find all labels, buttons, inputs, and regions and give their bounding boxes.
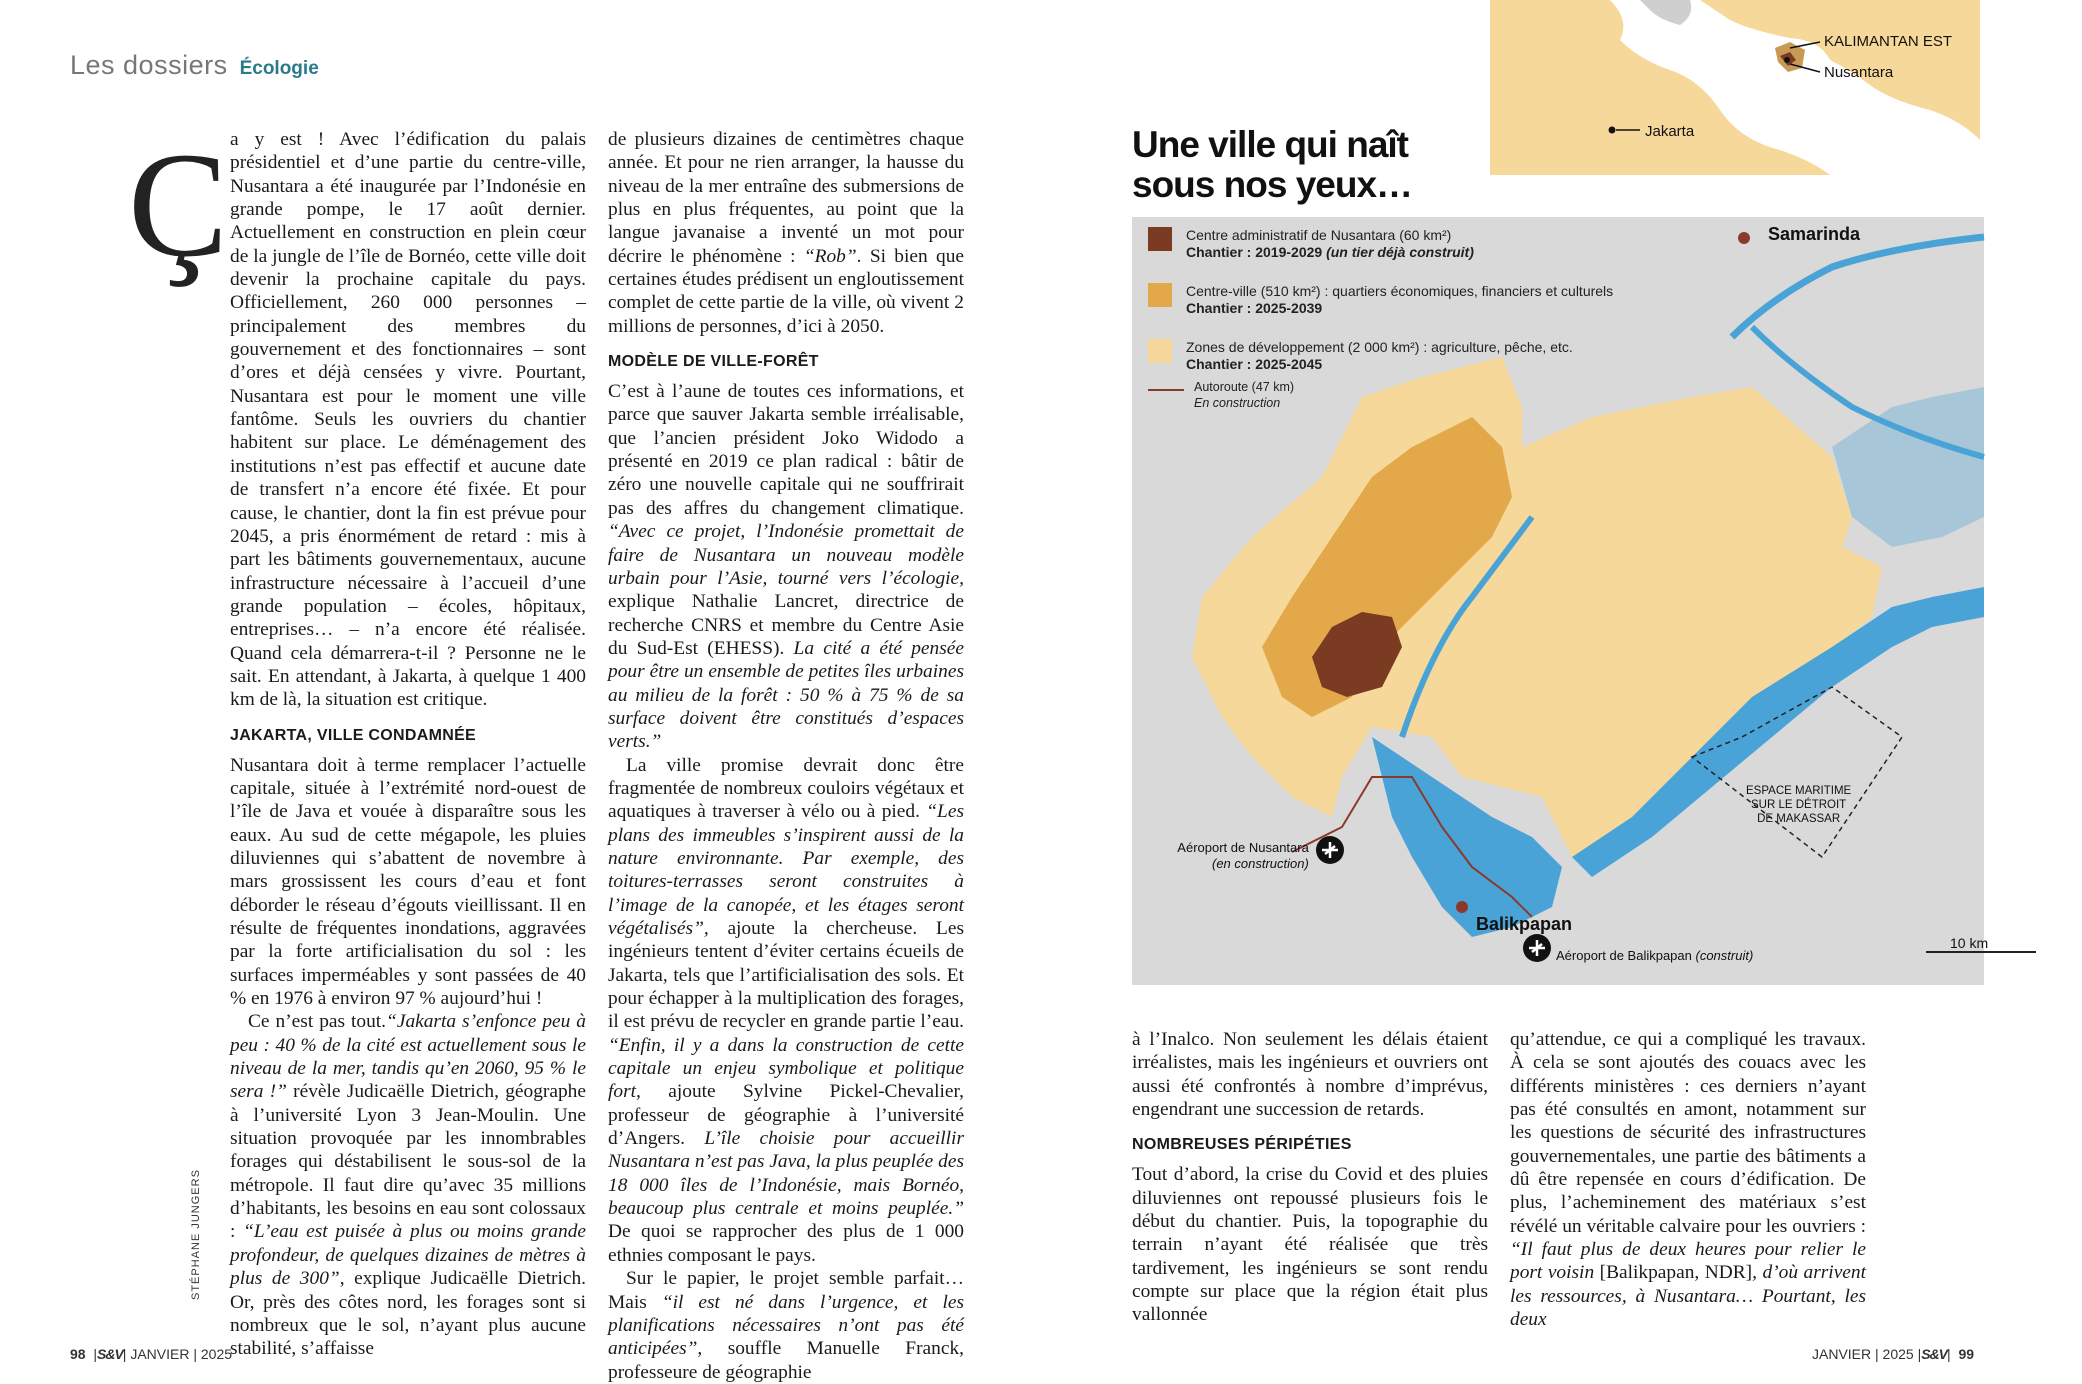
inset-label-nusantara: Nusantara xyxy=(1824,64,1894,81)
paragraph: Tout d’abord, la crise du Covid et des pluies diluviennes ont repoussé plusieurs fois le début du chantier. Puis, la topographie du terrain n’ayant été réalisée que très tardivement, les ingénieurs se sont rendu compte sur place que la région était plus vallonnée xyxy=(1132,1164,1488,1326)
drop-cap: Ç xyxy=(128,122,229,288)
label-maritime: ESPACE MARITIME SUR LE DÉTROIT DE MAKASSAR xyxy=(1746,785,1852,825)
inset-label-kalimantan: KALIMANTAN EST xyxy=(1824,33,1953,50)
paragraph: La ville promise devrait donc être fragmentée de nombreux couloirs végétaux et aquatiques à traverser à vélo ou à pied. “Les plans des immeubles s’inspirent aussi de la nature environnante. Par exemple, des toitures-terrasses seront construites à l’image de la canopée, et les étages seront végétalisés”, ajoute la chercheuse. Les ingénieurs tentent d’éviter certains écueils de Jakarta, tels que l’artificialisation des sols. Et pour échapper à la multiplication des forages, il est prévu de recycler en grande partie l’eau. “Enfin, il y a dans la construction de cette capitale un enjeu symbolique et politique fort, ajoute Sylvine Pickel-Chevalier, professeur de géographie à l’université d’Angers. L’île choisie pour accueillir Nusantara n’est pas Java, la plus peuplée des 18 000 îles de l’Indonésie, mais Bornéo, beaucoup plus centrale et moins peuplée.” De quoi se rapprocher des plus de 1 000 ethnies composant le pays. xyxy=(608,754,964,1266)
paragraph: à l’Inalco. Non seulement les délais étaient irréalistes, mais les ingénieurs et ouvriers ont aussi été confrontés à nombre d’imprévus, engendrant une succession de retards. xyxy=(1132,1029,1488,1121)
sv-logo: S&V xyxy=(1921,1346,1948,1362)
legend-item-admin: Centre administratif de Nusantara (60 km²) Chantier : 2019-2029 (un tier déjà construit) xyxy=(1148,227,1708,261)
section-title: Les dossiers xyxy=(70,50,228,80)
inset-map xyxy=(1490,0,1980,180)
sv-logo: S&V xyxy=(97,1346,123,1362)
legend-swatch-admin xyxy=(1148,227,1172,251)
inset-land xyxy=(1640,0,1691,25)
legend-item-centre: Centre-ville (510 km²) : quartiers économiques, financiers et culturels Chantier : 2025-2039 xyxy=(1148,283,1748,317)
label-samarinda: Samarinda xyxy=(1768,224,1861,244)
article-column-4 xyxy=(1510,1028,1866,1331)
inset-label-jakarta: Jakarta xyxy=(1645,123,1695,140)
subheading: JAKARTA, VILLE CONDAMNÉE xyxy=(230,726,477,744)
page-number: 99 xyxy=(1958,1346,1975,1362)
paragraph: Sur le papier, le projet semble parfait… Mais “il est né dans l’urgence, et les planifications nécessaires n’ont pas été anticipées”, souffle Manuelle Franck, professeure de géographie xyxy=(608,1268,964,1383)
issue-date: JANVIER | 2025 xyxy=(1812,1346,1914,1362)
article-column-1 xyxy=(230,128,586,1361)
footer-right: JANVIER | 2025 |S&V| 99 xyxy=(1812,1346,1975,1362)
photo-credit: STÉPHANE JUNGERS xyxy=(190,1169,202,1300)
rubrique-label: Écologie xyxy=(239,58,319,79)
legend-road-line xyxy=(1148,389,1184,391)
article-column-3 xyxy=(1132,1028,1488,1327)
airport-nusantara-icon xyxy=(1316,836,1344,864)
subheading: NOMBREUSES PÉRIPÉTIES xyxy=(1132,1136,1352,1154)
inset-jakarta-dot xyxy=(1609,127,1616,134)
paragraph: a y est ! Avec l’édification du palais présidentiel et d’une partie du centre-ville, Nusantara a été inaugurée par l’Indonésie en grande pompe, le 17 août dernier. Actuellement en construction en plein cœur de la jungle de l’île de Bornéo, cette ville doit devenir la prochaine capitale du pays. Officiellement, 260 000 personnes – principalement des membres du gouvernement et des fonctionnaires – sont d’ores et déjà censées y vivre. Pourtant, Nusantara est pour le moment une ville fantôme. Seuls les ouvriers du chantier habitent sur place. Le déménagement des institutions n’est pas effectif et aucune date de transfert n’a encore été fixée. Et pour cause, le chantier, dont la fin est prévue pour 2045, a pris énormément de retard : mis à part les bâtiments gouvernementaux, aucune infrastructure nécessaire à l’accueil d’une grande population – écoles, hôpitaux, entreprises… – n’a encore été réalisée. Quand cela démarrera-t-il ? Personne ne le sait. En attendant, à Jakarta, à quelque 1 400 km de là, la situation est critique. xyxy=(230,129,586,711)
paragraph: de plusieurs dizaines de centimètres chaque année. Et pour ne rien arranger, la hausse du niveau de la mer entraîne des submersions de plus en plus fréquentes, au point que la langue javanaise a inventé un mot pour décrire le phénomène : “Rob”. Si bien que certaines études prédisent un engloutissement complet de cette partie de la ville, où vivent 2 millions de personnes, d’ici à 2050. xyxy=(608,129,964,337)
legend-swatch-centre xyxy=(1148,283,1172,307)
inset-nusantara-dot xyxy=(1784,57,1790,63)
subheading: MODÈLE DE VILLE-FORÊT xyxy=(608,353,819,371)
label-balikpapan: Balikpapan xyxy=(1476,914,1573,934)
paragraph: qu’attendue, ce qui a compliqué les travaux. À cela se sont ajoutés des couacs avec les différents ministères : ces derniers n’ayant pas été consultés en amont, notamment sur les questions de sécurité des infrastructures gouvernementales, une partie des bâtiments a dû être repensée en cours d’édification. De plus, l’acheminement des matériaux s’est révélé un véritable calvaire pour les ouvriers : “Il faut plus de deux heures pour relier le port voisin [Balikpapan, NDR], d’où arrivent les ressources, à Nusantara… Pourtant, les deux xyxy=(1510,1029,1866,1331)
label-scale: 10 km xyxy=(1950,935,1989,951)
label-airport-balikpapan: Aéroport de Balikpapan (construit) xyxy=(1556,948,1754,963)
airport-balikpapan-icon xyxy=(1523,934,1551,962)
page-number: 98 xyxy=(70,1346,86,1362)
article-column-2 xyxy=(608,128,964,1384)
map-title: Une ville qui naît sous nos yeux… xyxy=(1132,124,1413,205)
paragraph: Nusantara doit à terme remplacer l’actuelle capitale, située à l’extrémité nord-ouest de l’île de Java et vouée à disparaître sous les eaux. Au sud de cette mégapole, les pluies diluviennes qui s’abattent de novembre à mars grossissent les cours d’eau et font déborder le réseau d’égouts vieillissant. Il en résulte de fréquentes inondations, aggravées par la forte artificialisation du sol : les surfaces imperméables y sont passées de 40 % en 1976 à environ 97 % aujourd’hui ! xyxy=(230,754,586,1010)
label-airport-nusantara: Aéroport de Nusantara (en construction) xyxy=(1177,840,1309,871)
paragraph: Ce n’est pas tout.“Jakarta s’enfonce peu à peu : 40 % de la cité est actuellement sous le niveau de la mer, tandis qu’en 2060, 95 % le sera !” révèle Judicaëlle Dietrich, géographe à l’université Lyon 3 Jean-Moulin. Une situation provoquée par les innombrables forages qui déstabilisent le sous-sol de la métropole. Il faut dire qu’avec 35 millions d’habitants, les besoins en eau sont colossaux : “L’eau est puisée à plus ou moins grande profondeur, de quelques dizaines de mètres à plus de 300”, explique Judicaëlle Dietrich. Or, près des côtes nord, les forages sont si nombreux que le sol, n’ayant plus aucune stabilité, s’affaisse xyxy=(230,1011,586,1360)
legend-item-dev: Zones de développement (2 000 km²) : agriculture, pêche, etc. Chantier : 2025-2045 xyxy=(1148,339,1748,373)
paragraph: C’est à l’aune de toutes ces informations, et parce que sauver Jakarta semble irréalisable, que l’ancien président Joko Widodo a présenté en 2019 ce plan radical : bâtir de zéro une nouvelle capitale qui ne souffrirait pas des affres du changement climatique. “Avec ce projet, l’Indonésie promettait de faire de Nusantara un nouveau modèle urbain pour l’Asie, tourné vers l’écologie, explique Nathalie Lancret, directrice de recherche CNRS et membre du Centre Asie du Sud-Est (EHESS). La cité a été pensée pour être un ensemble de petites îles urbaines au milieu de la forêt : 50 % à 75 % de sa surface doivent être constitués d’espaces verts.” xyxy=(608,381,964,753)
samarinda-dot xyxy=(1738,232,1750,244)
legend-swatch-dev xyxy=(1148,339,1172,363)
balikpapan-dot xyxy=(1456,901,1468,913)
legend-item-road: Autoroute (47 km) En construction xyxy=(1148,379,1448,411)
footer-left: 98 |S&V| JANVIER | 2025 xyxy=(70,1346,233,1362)
page-header xyxy=(70,50,319,81)
issue-date: JANVIER | 2025 xyxy=(130,1346,233,1362)
